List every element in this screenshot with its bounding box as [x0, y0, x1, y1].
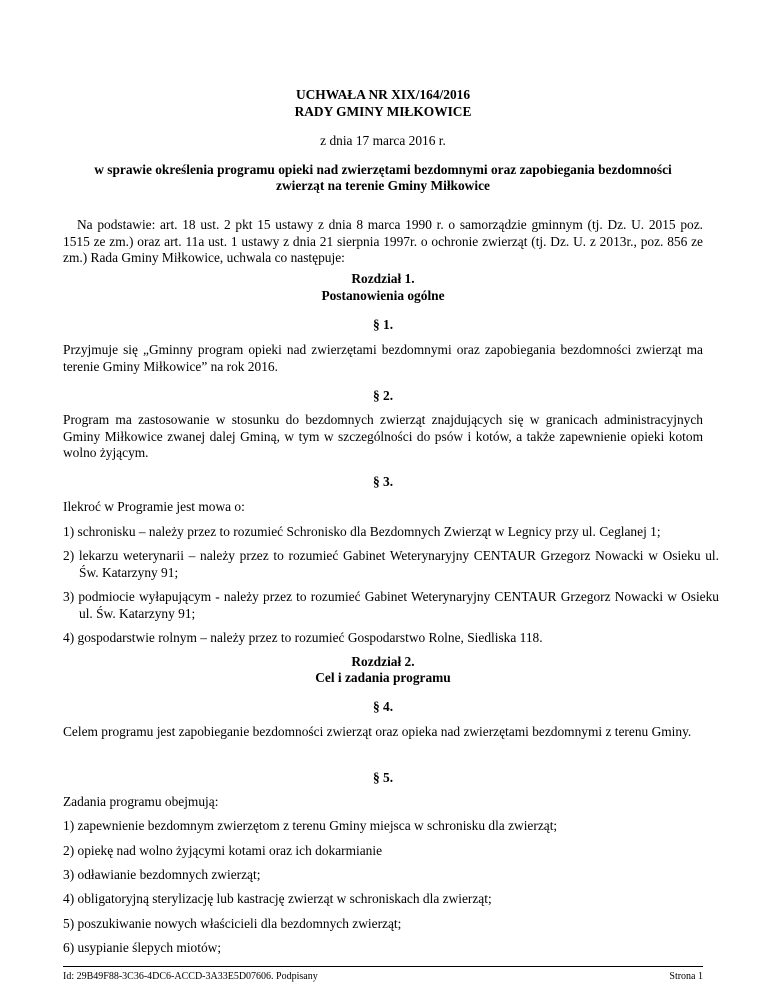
page-number: Strona 1 [669, 971, 703, 982]
resolution-number: UCHWAŁA NR XIX/164/2016 [295, 87, 471, 102]
subject-line-2: zwierząt na terenie Gminy Miłkowice [276, 178, 490, 193]
section-5-mark: § 5. [372, 770, 394, 785]
list-item: 1) schronisku – należy przez to rozumieć Schronisko dla Bezdomnych Zwierząt w Legnicy przy ul. Ceglanej 1; [63, 524, 661, 539]
document-id: Id: 29B49F88-3C36-4DC6-ACCD-3A33E5D07606. Podpisany [63, 971, 318, 982]
section-4-mark: § 4. [372, 699, 394, 714]
section-4-text: Celem programu jest zapobieganie bezdomności zwierząt oraz opieka nad zwierzętami bezdomnymi z terenu Gminy. [63, 724, 692, 739]
chapter-1-title: Rozdział 1. [351, 271, 415, 286]
section-2-mark: § 2. [372, 388, 394, 403]
section-2-text: Program ma zastosowanie w stosunku do bezdomnych zwierząt znajdujących się w granicach administracyjnych Gminy Miłkowice zwanej dalej Gminą, w tym w szczególności do psów i kotów, a także zapewnienie opieki kotom wolno żyjącym. [63, 412, 703, 460]
section-3-mark: § 3. [372, 474, 394, 489]
section-1-mark: § 1. [372, 317, 394, 332]
chapter-2-name: Cel i zadania programu [315, 670, 451, 685]
chapter-1-name: Postanowienia ogólne [321, 288, 445, 303]
list-item: 2) lekarzu weterynarii – należy przez to rozumieć Gabinet Weterynaryjny CENTAUR Grzegorz Nowacki w Osieku ul. Św. Katarzyny 91; [63, 548, 719, 580]
subject-line-1: w sprawie określenia programu opieki nad zwierzętami bezdomnymi oraz zapobiegania bezdomności [94, 162, 672, 177]
section-1-text: Przyjmuje się „Gminny program opieki nad zwierzętami bezdomnymi oraz zapobiegania bezdomności zwierząt ma terenie Gminy Miłkowice” na rok 2016. [63, 342, 703, 374]
list-item: 2) opiekę nad wolno żyjącymi kotami oraz ich dokarmianie [63, 843, 383, 858]
list-item: 1) zapewnienie bezdomnym zwierzętom z terenu Gminy miejsca w schronisku dla zwierząt; [63, 818, 558, 833]
list-item: 3) odławianie bezdomnych zwierząt; [63, 867, 261, 882]
section-3-intro: Ilekroć w Programie jest mowa o: [63, 499, 245, 514]
section-5-intro: Zadania programu obejmują: [63, 794, 219, 809]
chapter-2-title: Rozdział 2. [351, 654, 415, 669]
footer-divider [63, 966, 703, 967]
list-item: 3) podmiocie wyłapującym - należy przez to rozumieć Gabinet Weterynaryjny CENTAUR Grzegorz Nowacki w Osieku ul. Św. Katarzyny 91; [63, 589, 719, 621]
resolution-date: z dnia 17 marca 2016 r. [320, 133, 446, 148]
preamble: Na podstawie: art. 18 ust. 2 pkt 15 ustawy z dnia 8 marca 1990 r. o samorządzie gminnym (tj. Dz. U. 2015 poz. 1515 ze zm.) oraz art. 11a ust. 1 ustawy z dnia 21 sierpnia 1997r. o ochronie zwierząt (tj. Dz. U. z 2013r., poz. 856 ze zm.) Rada Gminy Miłkowice, uchwala co następuje: [63, 217, 703, 265]
list-item: 4) obligatoryjną sterylizację lub kastrację zwierząt w schroniskach dla zwierząt; [63, 891, 492, 906]
list-item: 5) poszukiwanie nowych właścicieli dla bezdomnych zwierząt; [63, 916, 402, 931]
list-item: 4) gospodarstwie rolnym – należy przez to rozumieć Gospodarstwo Rolne, Siedliska 118. [63, 630, 543, 645]
council-name: RADY GMINY MIŁKOWICE [294, 104, 472, 119]
list-item: 6) usypianie ślepych miotów; [63, 940, 222, 955]
